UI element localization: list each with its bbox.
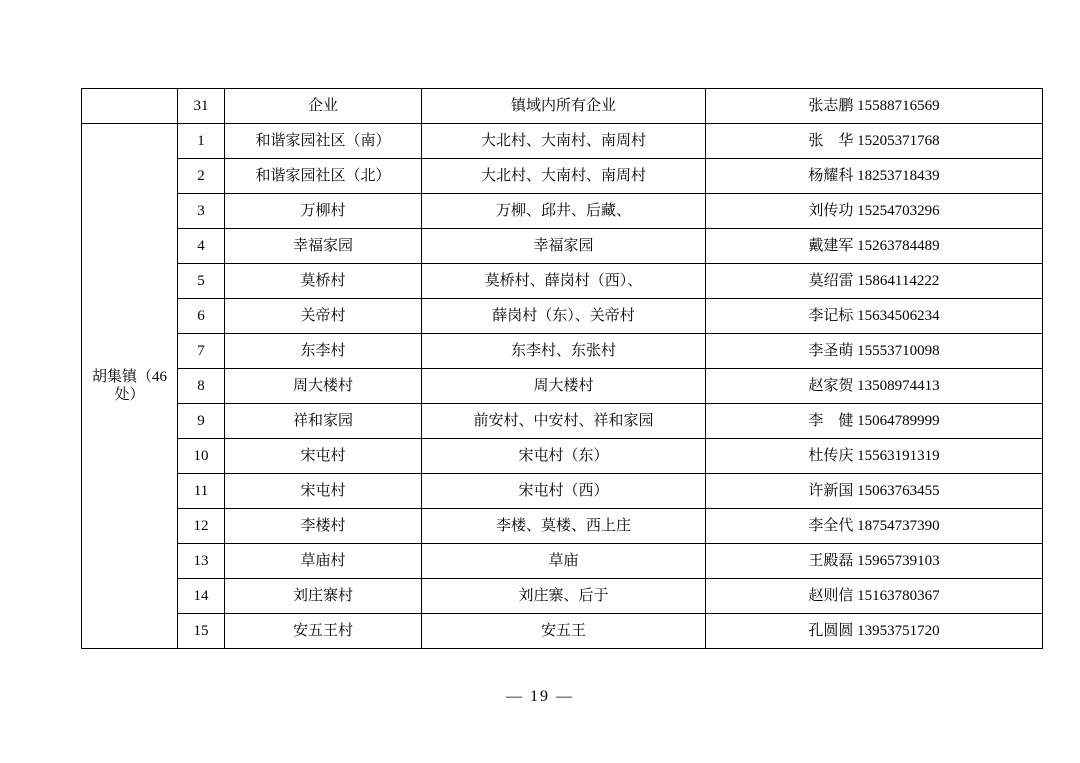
row-contact: 莫绍雷 15864114222 (706, 264, 1043, 299)
row-scope: 莫桥村、薛岗村（西）、 (422, 264, 706, 299)
table-row (82, 509, 1043, 544)
row-name: 李楼村 (225, 509, 422, 544)
table-row (82, 369, 1043, 404)
village-contact-table (81, 88, 1043, 649)
row-contact: 孔圆圆 13953751720 (706, 614, 1043, 649)
row-index: 14 (178, 579, 225, 614)
table-row (82, 89, 1043, 124)
row-contact: 刘传功 15254703296 (706, 194, 1043, 229)
row-name: 和谐家园社区（北） (225, 159, 422, 194)
table-row (82, 404, 1043, 439)
table-row (82, 124, 1043, 159)
row-scope: 前安村、中安村、祥和家园 (422, 404, 706, 439)
row-scope: 刘庄寨、后于 (422, 579, 706, 614)
row-name: 刘庄寨村 (225, 579, 422, 614)
row-index: 15 (178, 614, 225, 649)
row-contact: 许新国 15063763455 (706, 474, 1043, 509)
row-contact: 张 华 15205371768 (706, 124, 1043, 159)
row-contact: 张志鹏 15588716569 (706, 89, 1043, 124)
row-scope: 薛岗村（东）、关帝村 (422, 299, 706, 334)
town-label-cell: 胡集镇（46处） (82, 124, 178, 649)
page-number: — 19 — (506, 688, 574, 705)
row-index: 1 (178, 124, 225, 159)
row-name: 安五王村 (225, 614, 422, 649)
row-contact: 戴建军 15263784489 (706, 229, 1043, 264)
row-contact: 杨耀科 18253718439 (706, 159, 1043, 194)
row-contact: 李 健 15064789999 (706, 404, 1043, 439)
village-contact-table-wrap (81, 88, 1017, 649)
table-row (82, 474, 1043, 509)
row-index: 2 (178, 159, 225, 194)
row-name: 关帝村 (225, 299, 422, 334)
table-row (82, 299, 1043, 334)
row-scope: 安五王 (422, 614, 706, 649)
row-index: 4 (178, 229, 225, 264)
row-name: 祥和家园 (225, 404, 422, 439)
row-index: 31 (178, 89, 225, 124)
row-index: 8 (178, 369, 225, 404)
row-scope: 大北村、大南村、南周村 (422, 124, 706, 159)
row-contact: 李记标 15634506234 (706, 299, 1043, 334)
table-row (82, 159, 1043, 194)
row-scope: 草庙 (422, 544, 706, 579)
table-row (82, 439, 1043, 474)
row-scope: 周大楼村 (422, 369, 706, 404)
row-scope: 镇域内所有企业 (422, 89, 706, 124)
row-name: 草庙村 (225, 544, 422, 579)
row-contact: 赵家贺 13508974413 (706, 369, 1043, 404)
row-name: 莫桥村 (225, 264, 422, 299)
row-contact: 杜传庆 15563191319 (706, 439, 1043, 474)
row-index: 9 (178, 404, 225, 439)
table-row (82, 544, 1043, 579)
row-index: 5 (178, 264, 225, 299)
row-scope: 李楼、莫楼、西上庄 (422, 509, 706, 544)
row-scope: 东李村、东张村 (422, 334, 706, 369)
row-contact: 赵则信 15163780367 (706, 579, 1043, 614)
table-row (82, 579, 1043, 614)
row-name: 万柳村 (225, 194, 422, 229)
row-contact: 李全代 18754737390 (706, 509, 1043, 544)
table-row (82, 334, 1043, 369)
row-name: 幸福家园 (225, 229, 422, 264)
row-scope: 宋屯村（东） (422, 439, 706, 474)
row-index: 13 (178, 544, 225, 579)
row-index: 7 (178, 334, 225, 369)
row-contact: 李圣萌 15553710098 (706, 334, 1043, 369)
row-scope: 万柳、邱井、后藏、 (422, 194, 706, 229)
row-name: 企业 (225, 89, 422, 124)
row-name: 和谐家园社区（南） (225, 124, 422, 159)
row-name: 周大楼村 (225, 369, 422, 404)
table-row (82, 194, 1043, 229)
row-name: 东李村 (225, 334, 422, 369)
row-index: 12 (178, 509, 225, 544)
row-index: 6 (178, 299, 225, 334)
row-index: 3 (178, 194, 225, 229)
table-row (82, 229, 1043, 264)
row-name: 宋屯村 (225, 474, 422, 509)
town-cell-empty (82, 89, 178, 124)
row-index: 11 (178, 474, 225, 509)
table-row (82, 264, 1043, 299)
row-scope: 宋屯村（西） (422, 474, 706, 509)
table-body (82, 89, 1043, 649)
row-index: 10 (178, 439, 225, 474)
row-scope: 大北村、大南村、南周村 (422, 159, 706, 194)
row-scope: 幸福家园 (422, 229, 706, 264)
table-row (82, 614, 1043, 649)
row-name: 宋屯村 (225, 439, 422, 474)
row-contact: 王殿磊 15965739103 (706, 544, 1043, 579)
